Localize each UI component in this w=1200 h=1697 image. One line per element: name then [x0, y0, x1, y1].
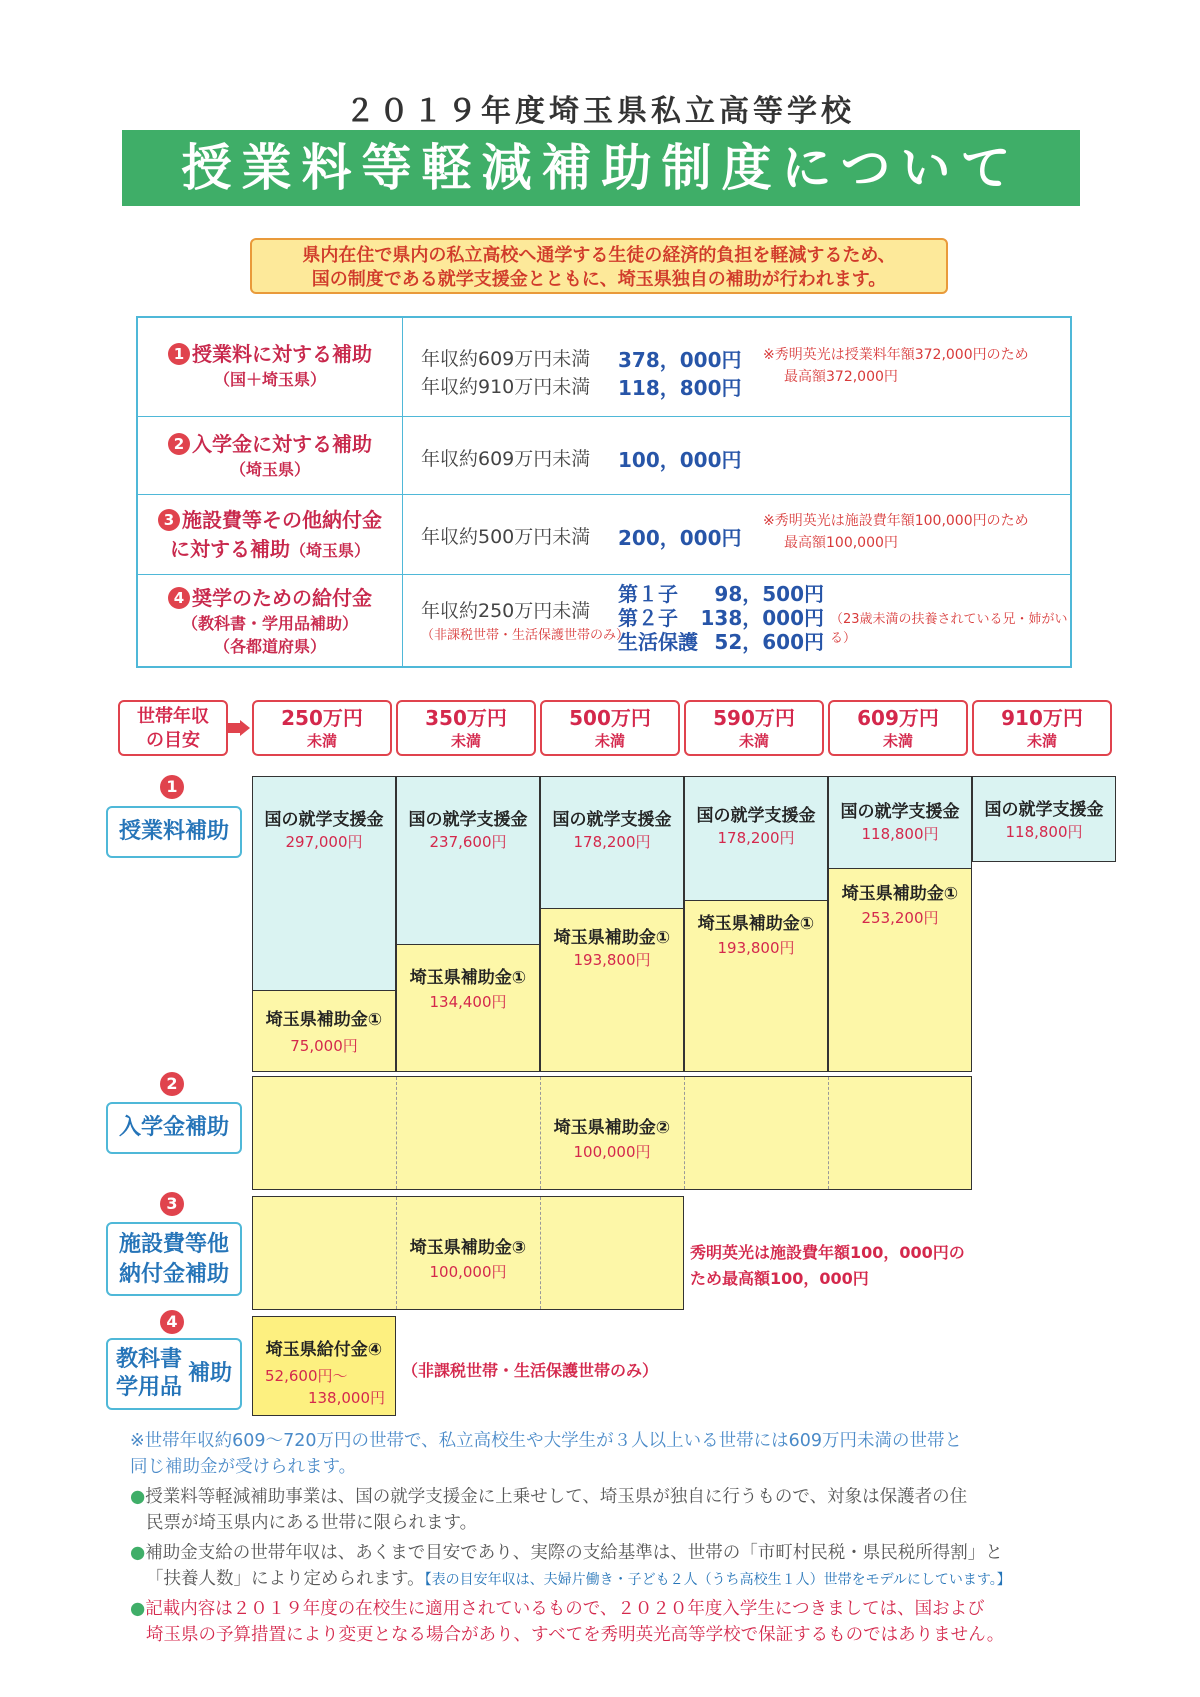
- footnote-4: ●記載内容は２０１９年度の在校生に適用されているもので、２０２０年度入学生につきましては、国および 埼玉県の予算措置により変更となる場合があり、すべてを秀明英光高等学校で保証するものではありません。: [130, 1599, 1005, 1645]
- national-subsidy-cell: 国の就学支援金 178,200円: [684, 776, 828, 900]
- summary-row-tuition: [138, 318, 1070, 417]
- tier-label: 生活保護: [618, 630, 698, 654]
- section-label-textbook: 教科書 学用品 補助: [106, 1338, 242, 1410]
- income-col-910: 910万円 未満: [972, 700, 1112, 756]
- row-note: ※秀明英光は施設費年額100,000円のため: [763, 513, 1029, 529]
- section-label-tuition: 授業料補助: [106, 806, 242, 858]
- section-number-4: 4: [160, 1310, 184, 1334]
- national-subsidy-cell: 国の就学支援金 297,000円: [252, 776, 396, 990]
- number-badge: 1: [168, 343, 190, 365]
- national-subsidy-cell: 国の就学支援金 178,200円: [540, 776, 684, 908]
- summary-row-facility: [138, 494, 1070, 575]
- income-col-590: 590万円 未満: [684, 700, 824, 756]
- national-subsidy-cell: 国の就学支援金 237,600円: [396, 776, 540, 944]
- row-name: 奨学のための給付金: [192, 586, 372, 610]
- prefecture-subsidy-cell: 埼玉県補助金① 75,000円: [252, 990, 396, 1072]
- footnote-3: ●補助金支給の世帯年収は、あくまで目安であり、実際の支給基準は、世帯の「市町村民税・県民税所得割」と 「扶養人数」により定められます。【表の目安年収は、夫婦片働き・子ども２人（うち高校生１人）世帯をモデルにしています。】: [130, 1543, 1011, 1589]
- facility-note: 秀明英光は施設費年額100，000円の ため最高額100，000円: [690, 1243, 965, 1288]
- row-name-2: に対する補助: [169, 537, 290, 561]
- income-threshold: 年収約500万円未満: [421, 526, 591, 548]
- row-sub: （国＋埼玉県）: [213, 370, 326, 389]
- number-badge: 3: [158, 509, 180, 531]
- income-note: （非課税世帯・生活保護世帯のみ）: [421, 628, 630, 643]
- tier-amount: 98，500円: [714, 582, 824, 606]
- prefecture-subsidy-cell: 埼玉県補助金① 134,400円: [396, 944, 540, 1072]
- arrow-right-icon: [228, 720, 250, 736]
- section-number-1: 1: [160, 775, 184, 799]
- row-sub-2: （各都道府県）: [213, 637, 326, 656]
- row-sub: （埼玉県）: [229, 460, 310, 479]
- intro-line-2: 国の制度である就学支援金とともに、埼玉県独自の補助が行われます。: [311, 269, 887, 290]
- tier-label: 第１子: [618, 582, 678, 606]
- intro-box: [250, 238, 948, 294]
- textbook-subsidy-cell: 埼玉県給付金④ 52,600円～ 138,000円: [252, 1316, 396, 1416]
- subsidy-amount: 100，000円: [618, 448, 742, 472]
- prefecture-subsidy-cell: 埼玉県補助金① 253,200円: [828, 868, 972, 1072]
- row-name: 授業料に対する補助: [192, 342, 372, 366]
- summary-row-enrollment: [138, 416, 1070, 495]
- income-col-350: 350万円 未満: [396, 700, 536, 756]
- section-label-enrollment: 入学金補助: [106, 1102, 242, 1154]
- textbook-note: （非課税世帯・生活保護世帯のみ）: [402, 1361, 659, 1380]
- row-name: 施設費等その他納付金: [182, 508, 382, 532]
- income-threshold: 年収約910万円未満: [421, 376, 591, 398]
- row-sub: （教科書・学用品補助）: [181, 614, 358, 633]
- prefecture-subsidy-cell: 埼玉県補助金① 193,800円: [540, 908, 684, 1072]
- row-note: ※秀明英光は授業料年額372,000円のため: [763, 347, 1029, 363]
- income-threshold: 年収約609万円未満: [421, 448, 591, 470]
- enrollment-subsidy-cell: 埼玉県補助金② 100,000円: [252, 1076, 972, 1190]
- page-subtitle: ２０１９年度埼玉県私立高等学校: [345, 94, 855, 129]
- income-col-609: 609万円 未満: [828, 700, 968, 756]
- tier-label: 第２子: [618, 606, 678, 630]
- row-name: 入学金に対する補助: [192, 432, 372, 456]
- national-subsidy-cell: 国の就学支援金 118,800円: [972, 776, 1116, 862]
- summary-table: [136, 316, 1072, 668]
- section-label-facility: 施設費等他 納付金補助: [106, 1222, 242, 1296]
- footnote-2: ●授業料等軽減補助事業は、国の就学支援金に上乗せして、埼玉県が独自に行うもので、対象は保護者の住 民票が埼玉県内にある世帯に限られます。: [130, 1487, 968, 1533]
- number-badge: 2: [168, 433, 190, 455]
- section-number-2: 2: [160, 1072, 184, 1096]
- facility-subsidy-cell: 埼玉県補助金③ 100,000円: [252, 1196, 684, 1310]
- income-axis-label: 世帯年収 の目安: [118, 700, 228, 756]
- subsidy-amount: 200，000円: [618, 526, 742, 550]
- page-title: 授業料等軽減補助制度について: [122, 130, 1080, 206]
- number-badge: 4: [168, 587, 190, 609]
- subsidy-amount: 378，000円: [618, 348, 742, 372]
- subsidy-amount: 118，800円: [618, 376, 742, 400]
- national-subsidy-cell: 国の就学支援金 118,800円: [828, 776, 972, 868]
- prefecture-subsidy-cell: 埼玉県補助金① 193,800円: [684, 900, 828, 1072]
- row-note: 最高額100,000円: [784, 535, 898, 551]
- row-note: 最高額372,000円: [784, 369, 898, 385]
- income-threshold: 年収約250万円未満: [421, 600, 591, 622]
- income-col-500: 500万円 未満: [540, 700, 680, 756]
- section-number-3: 3: [160, 1192, 184, 1216]
- income-col-250: 250万円 未満: [252, 700, 392, 756]
- tier-amount: 138，000円: [700, 606, 824, 630]
- tier-amount: 52，600円: [714, 630, 824, 654]
- intro-line-1: 県内在住で県内の私立高校へ通学する生徒の経済的負担を軽減するため、: [302, 245, 896, 266]
- row-note: （23歳未満の扶養されている兄・姉がいる）: [830, 612, 1068, 646]
- summary-row-scholarship: [138, 574, 1070, 666]
- income-threshold: 年収約609万円未満: [421, 348, 591, 370]
- row-sub: （埼玉県）: [289, 541, 370, 560]
- footnote-1: ※世帯年収約609～720万円の世帯で、私立高校生や大学生が３人以上いる世帯には609万円未満の世帯と 同じ補助金が受けられます。: [130, 1431, 963, 1477]
